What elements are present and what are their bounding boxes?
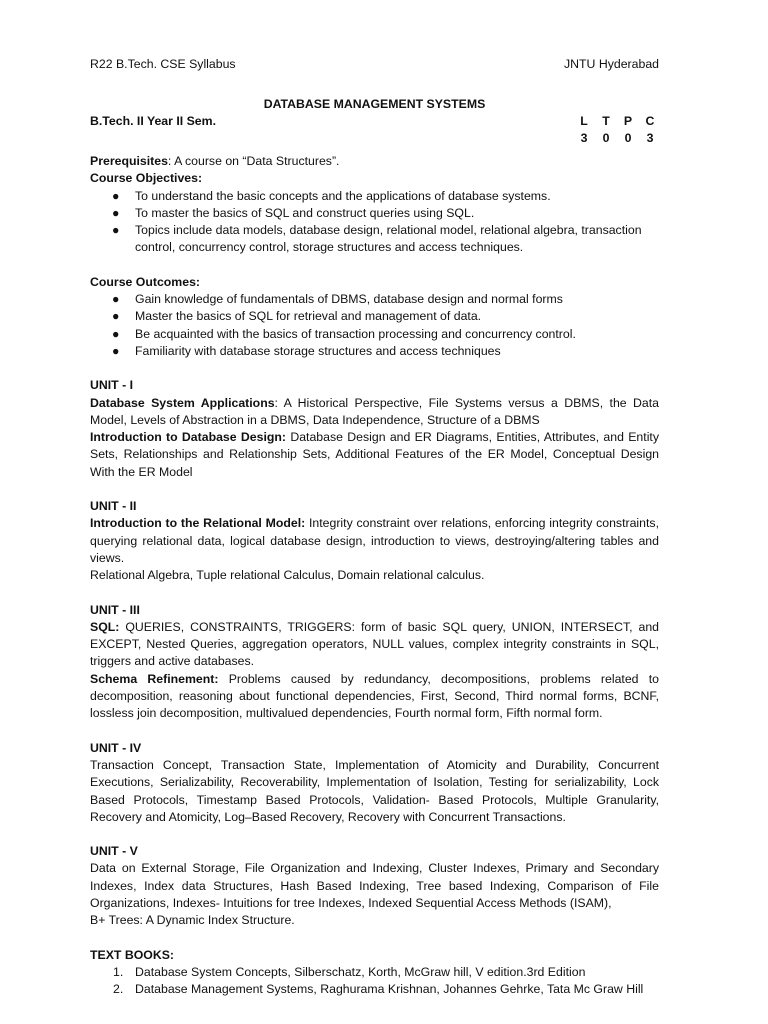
topic-text: QUERIES, CONSTRAINTS, TRIGGERS: form of basic SQL query, UNION, INTERSECT, and EXCEPT, Nested Queries, aggregation operators, NULL values, complex integrity constraints in SQL, triggers and active databases. xyxy=(90,619,659,669)
ltpc-label: T xyxy=(602,114,610,128)
unit-3-paragraph xyxy=(90,619,659,671)
topic-label: Schema Refinement: xyxy=(90,671,219,686)
unit-5-heading: UNIT - V xyxy=(90,844,138,859)
objective-text: To understand the basic concepts and the applications of database systems. xyxy=(135,188,551,203)
ltpc-value: 0 xyxy=(602,131,610,145)
topic-label: Database System Applications xyxy=(90,395,275,410)
year-semester: B.Tech. II Year II Sem. xyxy=(90,114,216,128)
header-right: JNTU Hyderabad xyxy=(564,57,659,71)
course-meta xyxy=(90,113,659,147)
topic-label: SQL: xyxy=(90,619,120,634)
unit-5-paragraph: Data on External Storage, File Organization and Indexing, Cluster Indexes, Primary and Secondary Indexes, Index data Structures, Hash Based Indexing, Tree based Indexing, Comparison of File Organizations, Indexes- Intuitions for tree Indexes, Indexed Sequential Access Methods (ISAM), xyxy=(90,861,659,910)
bullet-icon: ● xyxy=(112,326,120,341)
item-number: 2. xyxy=(113,982,124,997)
ltpc-label: P xyxy=(623,114,633,128)
bullet-icon: ● xyxy=(112,223,120,238)
topic-text: Database Design and ER Diagrams, Entities, Attributes, and Entity Sets, Relationships and Relationship Sets, Additional Features of the ER Model, Conceptual Design With the ER Model xyxy=(90,430,659,479)
objective-text: To master the basics of SQL and construct queries using SQL. xyxy=(135,205,475,220)
outcomes-list xyxy=(90,291,659,360)
bullet-icon: ● xyxy=(112,205,120,220)
list-item xyxy=(90,308,659,325)
objectives-heading: Course Objectives: xyxy=(90,171,203,186)
list-item xyxy=(90,188,659,205)
objectives-list xyxy=(90,188,659,257)
bullet-icon: ● xyxy=(112,343,120,358)
outcome-text: Familiarity with database storage structures and access techniques xyxy=(135,343,501,358)
bullet-icon: ● xyxy=(112,188,120,203)
ltpc-value: 3 xyxy=(580,131,588,145)
topic-label: Introduction to the Relational Model: xyxy=(90,516,306,531)
prerequisites-text: : A course on “Data Structures”. xyxy=(167,154,340,168)
outcome-text: Gain knowledge of fundamentals of DBMS, database design and normal forms xyxy=(135,292,563,307)
syllabus-page xyxy=(90,56,659,998)
unit-3-paragraph xyxy=(90,671,659,723)
topic-label: Introduction to Database Design: xyxy=(90,430,287,445)
unit-1-paragraph xyxy=(90,395,659,430)
item-number: 1. xyxy=(113,964,124,979)
unit-3-heading: UNIT - III xyxy=(90,602,140,617)
outcome-text: Be acquainted with the basics of transaction processing and concurrency control. xyxy=(135,326,576,341)
list-item xyxy=(90,291,659,308)
prerequisites-label: Prerequisites xyxy=(90,154,168,168)
textbooks-heading: TEXT BOOKS: xyxy=(90,947,175,962)
course-title: DATABASE MANAGEMENT SYSTEMS xyxy=(263,97,486,111)
ltpc-value: 3 xyxy=(646,131,654,145)
page-header xyxy=(90,56,659,73)
list-item xyxy=(90,205,659,222)
ltpc-grid xyxy=(577,113,657,147)
outcomes-heading: Course Outcomes: xyxy=(90,274,201,289)
topic-text: Problems caused by redundancy, decompositions, problems related to decomposition, reasoning about functional dependencies, First, Second, Third normal forms, BCNF, lossless join decomposition, multivalued dependencies, Fourth normal form, Fifth normal form. xyxy=(90,671,660,721)
bullet-icon: ● xyxy=(112,292,120,307)
unit-2-paragraph: Relational Algebra, Tuple relational Calculus, Domain relational calculus. xyxy=(90,568,485,583)
unit-1-paragraph xyxy=(90,429,659,481)
textbook-text: Database Management Systems, Raghurama Krishnan, Johannes Gehrke, Tata Mc Graw Hill xyxy=(135,982,644,997)
outcome-text: Master the basics of SQL for retrieval and management of data. xyxy=(135,309,482,324)
header-left: R22 B.Tech. CSE Syllabus xyxy=(90,57,236,71)
list-item xyxy=(90,964,659,981)
list-item xyxy=(90,981,659,998)
textbook-text: Database System Concepts, Silberschatz, Korth, McGraw hill, V edition.3rd Edition xyxy=(135,964,586,979)
unit-1-heading: UNIT - I xyxy=(90,378,134,393)
unit-4-paragraph: Transaction Concept, Transaction State, Implementation of Atomicity and Durability, Concurrent Executions, Serializability, Recoverability, Implementation of Isolation, Testing for serializability, Lock Based Protocols, Timestamp Based Protocols, Validation- Based Protocols, Multiple Granularity, Recovery and Atomicity, Log–Based Recovery, Recovery with Concurrent Transactions. xyxy=(90,757,659,824)
ltpc-label: C xyxy=(645,114,655,128)
objective-text: Topics include data models, database design, relational model, relational algebra, transaction control, concurrency control, storage structures and access techniques. xyxy=(135,223,642,255)
topic-text: : A Historical Perspective, File Systems versus a DBMS, the Data Model, Levels of Abstraction in a DBMS, Data Independence, Structure of a DBMS xyxy=(90,395,659,427)
bullet-icon: ● xyxy=(112,309,120,324)
unit-2-heading: UNIT - II xyxy=(90,499,137,514)
textbooks-list xyxy=(90,964,659,999)
unit-4-heading: UNIT - IV xyxy=(90,740,142,755)
ltpc-value: 0 xyxy=(624,131,632,145)
ltpc-label: L xyxy=(580,114,588,128)
list-item xyxy=(90,343,659,360)
topic-text: Integrity constraint over relations, enforcing integrity constraints, querying relational data, logical database design, introduction to views, destroying/altering tables and views. xyxy=(90,516,659,565)
prerequisites xyxy=(90,153,659,170)
unit-5-paragraph: B+ Trees: A Dynamic Index Structure. xyxy=(90,913,295,928)
list-item xyxy=(90,326,659,343)
unit-2-paragraph xyxy=(90,515,659,567)
list-item xyxy=(90,222,659,257)
